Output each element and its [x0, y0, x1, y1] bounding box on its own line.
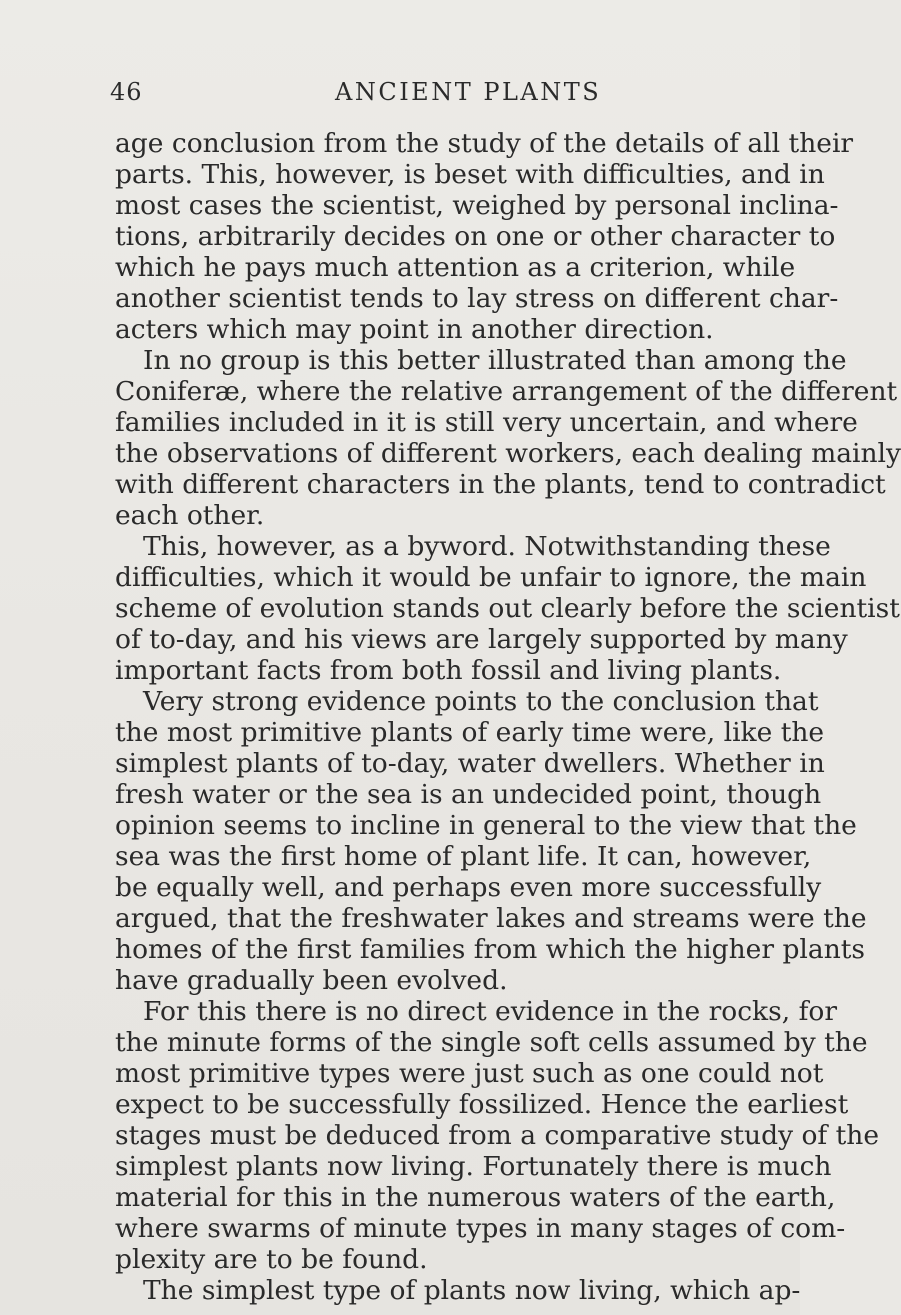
text-line: of to-day, and his views are largely supported by many [115, 624, 848, 655]
text-line: the most primitive plants of early time were, like the [115, 717, 825, 748]
page-header [110, 78, 790, 118]
text-line: stages must be deduced from a comparative study of the [115, 1120, 880, 1151]
text-line: parts. This, however, is beset with difficulties, and in [115, 159, 825, 190]
text-line: acters which may point in another direction. [115, 314, 714, 345]
paragraph-start-line: The simplest type of plants now living, which ap- [143, 1275, 801, 1306]
text-line: plexity are to be found. [115, 1244, 428, 1275]
text-line: argued, that the freshwater lakes and streams were the [115, 903, 867, 934]
text-line: with different characters in the plants, tend to contradict [115, 469, 886, 500]
text-line: scheme of evolution stands out clearly before the scientist [115, 593, 900, 624]
page-number: 46 [110, 78, 143, 106]
text-line: expect to be successfully fossilized. Hence the earliest [115, 1089, 849, 1120]
text-line: families included in it is still very uncertain, and where [115, 407, 858, 438]
text-line: Coniferæ, where the relative arrangement of the different [115, 376, 898, 407]
text-line: be equally well, and perhaps even more successfully [115, 872, 822, 903]
text-line: age conclusion from the study of the details of all their [115, 128, 854, 159]
text-line: homes of the first families from which the higher plants [115, 934, 866, 965]
text-line: sea was the first home of plant life. It can, however, [115, 841, 812, 872]
text-line: where swarms of minute types in many stages of com- [115, 1213, 846, 1244]
text-line: simplest plants of to-day, water dwellers. Whether in [115, 748, 825, 779]
paragraph-start-line: This, however, as a byword. Notwithstanding these [143, 531, 831, 562]
text-line: material for this in the numerous waters of the earth, [115, 1182, 836, 1213]
running-title: ANCIENT PLANTS [335, 78, 602, 106]
paragraph-start-line: Very strong evidence points to the conclusion that [143, 686, 819, 717]
text-line: the observations of different workers, each dealing mainly [115, 438, 901, 469]
text-line: opinion seems to incline in general to the view that the [115, 810, 857, 841]
text-line: most primitive types were just such as one could not [115, 1058, 824, 1089]
text-line: fresh water or the sea is an undecided point, though [115, 779, 822, 810]
text-line: simplest plants now living. Fortunately there is much [115, 1151, 832, 1182]
text-line: the minute forms of the single soft cells assumed by the [115, 1027, 868, 1058]
text-line: have gradually been evolved. [115, 965, 508, 996]
paragraph-start-line: For this there is no direct evidence in the rocks, for [143, 996, 837, 1027]
paragraph-start-line: In no group is this better illustrated than among the [143, 345, 847, 376]
text-line: tions, arbitrarily decides on one or other character to [115, 221, 836, 252]
text-line: important facts from both fossil and living plants. [115, 655, 782, 686]
text-line: which he pays much attention as a criterion, while [115, 252, 796, 283]
text-line: each other. [115, 500, 265, 531]
text-line: difficulties, which it would be unfair to ignore, the main [115, 562, 867, 593]
text-line: most cases the scientist, weighed by personal inclina- [115, 190, 839, 221]
text-line: another scientist tends to lay stress on different char- [115, 283, 839, 314]
